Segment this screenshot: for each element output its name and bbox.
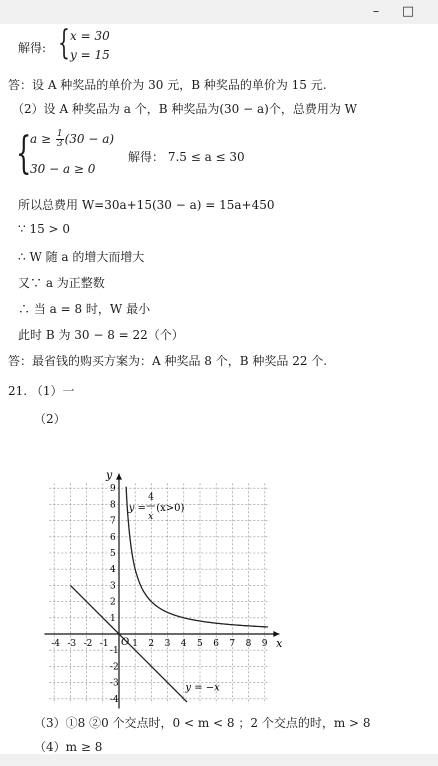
x-tick-label: 3 [164, 639, 171, 649]
maximize-button[interactable]: □ [401, 4, 415, 19]
graph-tick-labels [51, 484, 268, 705]
curve-label-condition: (x>0) [156, 502, 185, 514]
system-brace-2: { [16, 128, 32, 179]
x-axis-label: x [276, 637, 283, 650]
minimize-button[interactable]: – [372, 4, 380, 19]
curve-label-denominator: x [148, 511, 154, 522]
line-label: y = −x [185, 682, 220, 694]
y-tick-label: 2 [110, 597, 116, 608]
therefore-line: ∴ W 随 a 的增大而增大 [18, 250, 145, 264]
part2-setup: （2）设 A 种奖品为 a 个，B 种奖品为(30 − a)个，总费用为 W [12, 102, 357, 116]
y-tick-label: 4 [110, 565, 116, 576]
x-tick-label: 4 [180, 639, 187, 649]
y-tick-label: 5 [110, 549, 116, 559]
inequality-1: a ≥ $\frac{1}{3}$ (30 − a) [30, 129, 115, 149]
because-line: ∵ 15 > 0 [18, 222, 71, 236]
y-tick-label: 9 [110, 484, 116, 495]
q21-part4: （4）m ≥ 8 [34, 740, 103, 754]
inequality-2: 30 − a ≥ 0 [30, 162, 96, 176]
y-tick-label: 1 [110, 613, 116, 624]
total-cost-line: 所以总费用 W=30a+15(30 − a) = 15a+450 [18, 198, 275, 212]
graph-grid [49, 483, 269, 703]
x-tick-label: 6 [213, 639, 219, 649]
solve-prefix: 解得: [18, 41, 47, 55]
equation-x: x = 30 [70, 29, 110, 43]
y-tick-label: 8 [110, 500, 116, 511]
title-bar [0, 0, 438, 24]
x-tick-label: 8 [245, 639, 252, 649]
x-tick-label: 5 [197, 639, 203, 649]
q21-part1: 21. （1）一 [8, 384, 75, 398]
y-tick-label: 7 [110, 516, 116, 527]
function-graph [36, 442, 296, 712]
y-axis-label: y [106, 468, 113, 482]
curve-label-numerator: 4 [148, 492, 154, 503]
x-tick-label: -4 [51, 639, 60, 649]
origin-label: O [121, 637, 130, 648]
x-tick-label: -1 [99, 639, 109, 649]
curve-label: y = [128, 502, 146, 514]
b-count-line: 此时 B 为 30 − 8 = 22（个） [18, 328, 184, 342]
y-tick-label: -2 [110, 662, 119, 673]
x-tick-label: 2 [148, 639, 155, 649]
minimum-line: ∴ 当 a = 8 时，W 最小 [18, 302, 151, 316]
integer-line: 又∵ a 为正整数 [18, 276, 105, 290]
x-tick-label: -2 [83, 639, 93, 649]
y-tick-label: -1 [110, 646, 119, 657]
q21-part3: （3）①8 ②0 个交点时，0 < m < 8 ；2 个交点的时，m > 8 [34, 716, 371, 730]
answer-line-2: 答：最省钱的购买方案为：A 种奖品 8 个，B 种奖品 22 个. [8, 354, 328, 368]
y-tick-label: 3 [110, 581, 116, 592]
y-tick-label: 6 [110, 532, 116, 543]
x-tick-label: -3 [67, 639, 77, 649]
q21-part2: （2） [34, 412, 66, 426]
y-tick-label: -3 [110, 678, 119, 689]
document-page [0, 24, 438, 754]
system-brace-1: { [58, 24, 70, 63]
y-tick-label: -4 [110, 694, 119, 705]
x-tick-label: 7 [229, 639, 236, 649]
answer-line-1: 答：设 A 种奖品的单价为 30 元，B 种奖品的单价为 15 元. [8, 78, 327, 92]
x-tick-label: 1 [132, 639, 138, 649]
solve-range: 解得： 7.5 ≤ a ≤ 30 [128, 150, 245, 164]
bottom-bar [0, 754, 438, 766]
x-tick-label: 9 [261, 639, 268, 649]
y-axis-arrow [116, 474, 122, 480]
hyperbola-curve [126, 487, 268, 627]
equation-y: y = 15 [70, 48, 110, 62]
